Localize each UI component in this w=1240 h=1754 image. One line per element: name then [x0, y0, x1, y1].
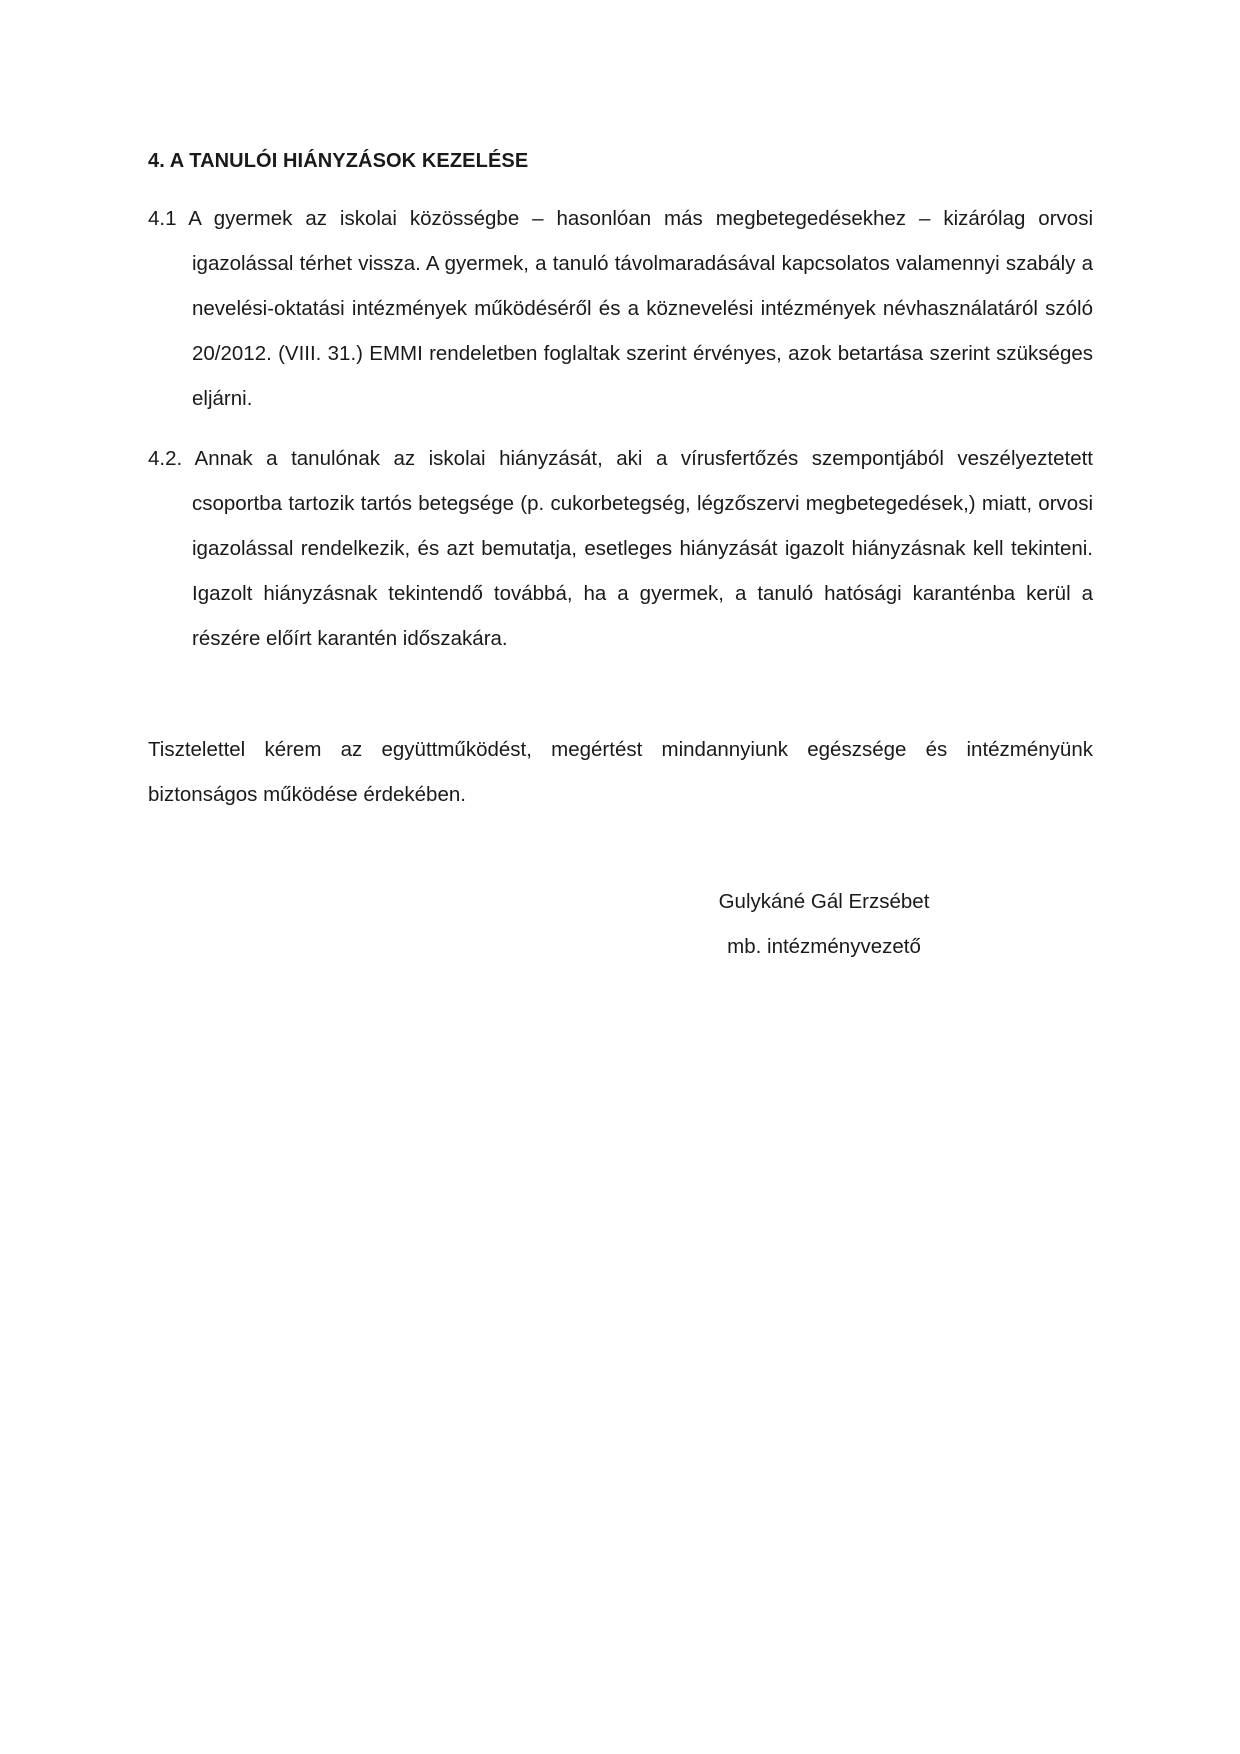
signature-title: mb. intézményvezető: [727, 935, 921, 958]
paragraph-4-1: 4.1 A gyermek az iskolai közösségbe – hasonlóan más megbetegedésekhez – kizárólag orvosi igazolással térhet vissza. A gyermek, a tanuló távolmaradásával kapcsolatos valamennyi szabály a nevelési-oktatási intézmények működéséről és a köznevelési intézmények névhasználatáról szóló 20/2012. (VIII. 31.) EMMI rendeletben foglaltak szerint érvényes, azok betartása szerint szükséges eljárni.: [148, 207, 1093, 410]
paragraph-4-2: 4.2. Annak a tanulónak az iskolai hiányzását, aki a vírusfertőzés szempontjából veszélyeztetett csoportba tartozik tartós betegsége (p. cukorbetegség, légzőszervi megbetegedések,) miatt, orvosi igazolással rendelkezik, és azt bemutatja, esetleges hiányzását igazolt hiányzásnak kell tekinteni. Igazolt hiányzásnak tekintendő továbbá, ha a gyermek, a tanuló hatósági karanténba kerül a részére előírt karantén időszakára.: [148, 447, 1093, 650]
signature-name: Gulykáné Gál Erzsébet: [718, 890, 930, 913]
closing-paragraph: Tisztelettel kérem az együttműködést, megértést mindannyiunk egészsége és intézményünk biztonságos működése érdekében.: [148, 738, 1093, 806]
section-heading: 4. A TANULÓI HIÁNYZÁSOK KEZELÉSE: [148, 150, 529, 172]
